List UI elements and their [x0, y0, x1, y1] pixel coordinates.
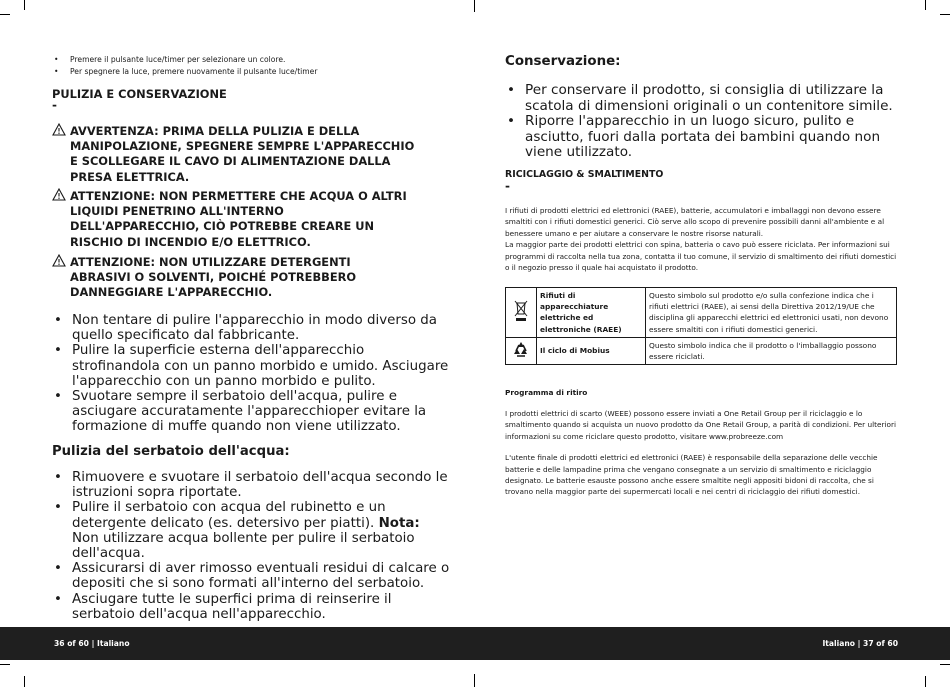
table-row: [506, 337, 897, 364]
warning-block: [52, 255, 415, 301]
recycling-title: RICICLAGGIO & SMALTIMENTO: [505, 169, 664, 180]
crop-mark: [0, 664, 10, 665]
takeback-title: Programma di ritiro: [505, 388, 588, 397]
crop-mark: [24, 0, 25, 10]
list-item: • Svuotare sempre il serbatoio dell'acqua, pulire e asciugare accuratamente l'apparecchioper evitare la formazione di muffe quando non viene utilizzato.: [72, 389, 450, 435]
crop-mark: [474, 0, 475, 12]
list-item: • Pulire la superficie esterna dell'apparecchio strofinandola con un panno morbido e umido. Asciugare l'apparecchio con un panno morbido e pulito.: [72, 343, 450, 389]
light-bullets: [70, 54, 317, 78]
takeback-text: [505, 408, 897, 498]
text-span: Pulire il serbatoio con acqua del rubinetto e un detergente delicato (es. detersivo per piatti).: [72, 500, 386, 531]
list-item: • Rimuovere e svuotare il serbatoio dell'acqua secondo le istruzioni sopra riportate.: [72, 470, 450, 500]
crop-mark: [925, 0, 926, 10]
table-cell: [506, 337, 537, 364]
warning-icon: [52, 123, 66, 136]
symbol-name: Il ciclo di Mobius: [537, 337, 646, 364]
warning-block: [52, 124, 415, 185]
paragraph: I prodotti elettrici di scarto (WEEE) possono essere inviati a One Retail Group per il riciclaggio e lo smaltimento quando si acquista un nuovo prodotto da One Retail Group, a parità di condizioni. Per ulteriori informazioni su come riciclare questo prodotto, visitare www.probreeze.com: [505, 409, 897, 441]
crop-mark: [940, 14, 950, 15]
left-page-number: 36 of 60 | Italiano: [54, 639, 130, 648]
text-span: Non utilizzare acqua bollente per pulire il serbatoio dell'acqua.: [72, 530, 415, 562]
warning-text: ATTENZIONE: NON PERMETTERE CHE ACQUA O ALTRI LIQUIDI PENETRINO ALL'INTERNO DELL'APPARECCHIO, CIÒ POTREBBE CREARE UN RISCHIO DI INCENDIO E/O ELETTRICO.: [70, 189, 407, 249]
crossed-bin-icon: [513, 300, 529, 322]
crop-mark: [474, 674, 475, 687]
list-item: • Per conservare il prodotto, si consiglia di utilizzare la scatola di dimensioni originali o un contenitore simile.: [525, 83, 905, 114]
warning-block: [52, 189, 415, 250]
tank-list: [72, 470, 450, 622]
tank-title: Pulizia del serbatoio dell'acqua:: [52, 444, 290, 459]
list-item: • Non tentare di pulire l'apparecchio in modo diverso da quello specificato dal fabbricante.: [72, 313, 450, 343]
crop-mark: [925, 676, 926, 687]
crop-mark: [940, 664, 950, 665]
symbol-name: Rifiuti di apparecchiature elettriche ed elettroniche (RAEE): [537, 288, 646, 338]
paragraph: I rifiuti di prodotti elettrici ed elettronici (RAEE), batterie, accumulatori e imballaggi non devono essere smaltiti con i rifiuti domestici generici. Ciò serve allo scopo di prevenire possibili danni all'ambiente e al benessere umano e per aiutare a conservare le nostre risorse naturali.: [505, 206, 885, 238]
recycle-icon: [512, 340, 530, 358]
recycling-text: [505, 205, 897, 273]
cleaning-list: [72, 313, 450, 435]
list-item: • Riporre l'apparecchio in un luogo sicuro, pulito e asciutto, fuori dalla portata dei bambini quando non viene utilizzato.: [525, 114, 905, 161]
warning-text: AVVERTENZA: PRIMA DELLA PULIZIA E DELLA MANIPOLAZIONE, SPEGNERE SEMPRE L'APPARECCHIO E SCOLLEGARE IL CAVO DI ALIMENTAZIONE DALLA PRESA ELETTRICA.: [70, 124, 415, 184]
storage-list: [525, 83, 905, 161]
symbol-description: Questo simbolo sul prodotto e/o sulla confezione indica che i rifiuti elettrici (RAEE), ai sensi della Direttiva 2012/19/UE che disciplina gli apparecchi elettrici ed elettronici usati, non devono essere smaltiti con i rifiuti domestici generici.: [646, 288, 897, 338]
table-row: [506, 288, 897, 338]
crop-mark: [0, 14, 10, 15]
list-item: • Premere il pulsante luce/timer per selezionare un colore.: [70, 54, 317, 66]
crop-mark: [24, 676, 25, 687]
right-page-number: Italiano | 37 of 60: [822, 639, 898, 648]
title-dash: -: [52, 98, 57, 112]
warning-icon: [52, 188, 66, 201]
list-item: • Assicurarsi di aver rimosso eventuali residui di calcare o depositi che si sono formati all'interno del serbatoio.: [72, 561, 450, 591]
paragraph: La maggior parte dei prodotti elettrici con spina, batteria o cavo può essere riciclata. Per informazioni sui programmi di raccolta nella tua zona, contatta il tuo comune, il servizio di smaltimento dei rifiuti domestici o il negozio presso il quale hai acquistato il prodotto.: [505, 240, 897, 273]
footer-bar: [0, 627, 950, 660]
list-item: [72, 500, 450, 561]
storage-title: Conservazione:: [505, 54, 621, 69]
paragraph: L'utente finale di prodotti elettrici ed elettronici (RAEE) è responsabile della separazione delle vecchie batterie e delle lampadine prima che vengano consegnate a un servizio di smaltimento e riciclaggio designato. Le batterie esauste possono anche essere smaltite negli appositi bidoni di raccolta, che si trovano nella maggior parte dei supermercati locali e nei centri di riciclaggio dei rifiuti domestici.: [505, 453, 878, 497]
list-item: • Asciugare tutte le superfici prima di reinserire il serbatoio dell'acqua nell'apparecchio.: [72, 592, 450, 622]
symbol-description: Questo simbolo indica che il prodotto o l'imballaggio possono essere riciclati.: [646, 337, 897, 364]
symbols-table: [505, 287, 897, 365]
warning-text: ATTENZIONE: NON UTILIZZARE DETERGENTI ABRASIVI O SOLVENTI, POICHÉ POTREBBERO DANNEGGIARE L'APPARECCHIO.: [70, 255, 357, 300]
warning-icon: [52, 254, 66, 267]
note-label: Nota:: [378, 515, 420, 531]
table-cell: [506, 288, 537, 338]
list-item: • Per spegnere la luce, premere nuovamente il pulsante luce/timer: [70, 66, 317, 78]
section-title: PULIZIA E CONSERVAZIONE: [52, 87, 227, 101]
title-dash: -: [505, 179, 510, 193]
